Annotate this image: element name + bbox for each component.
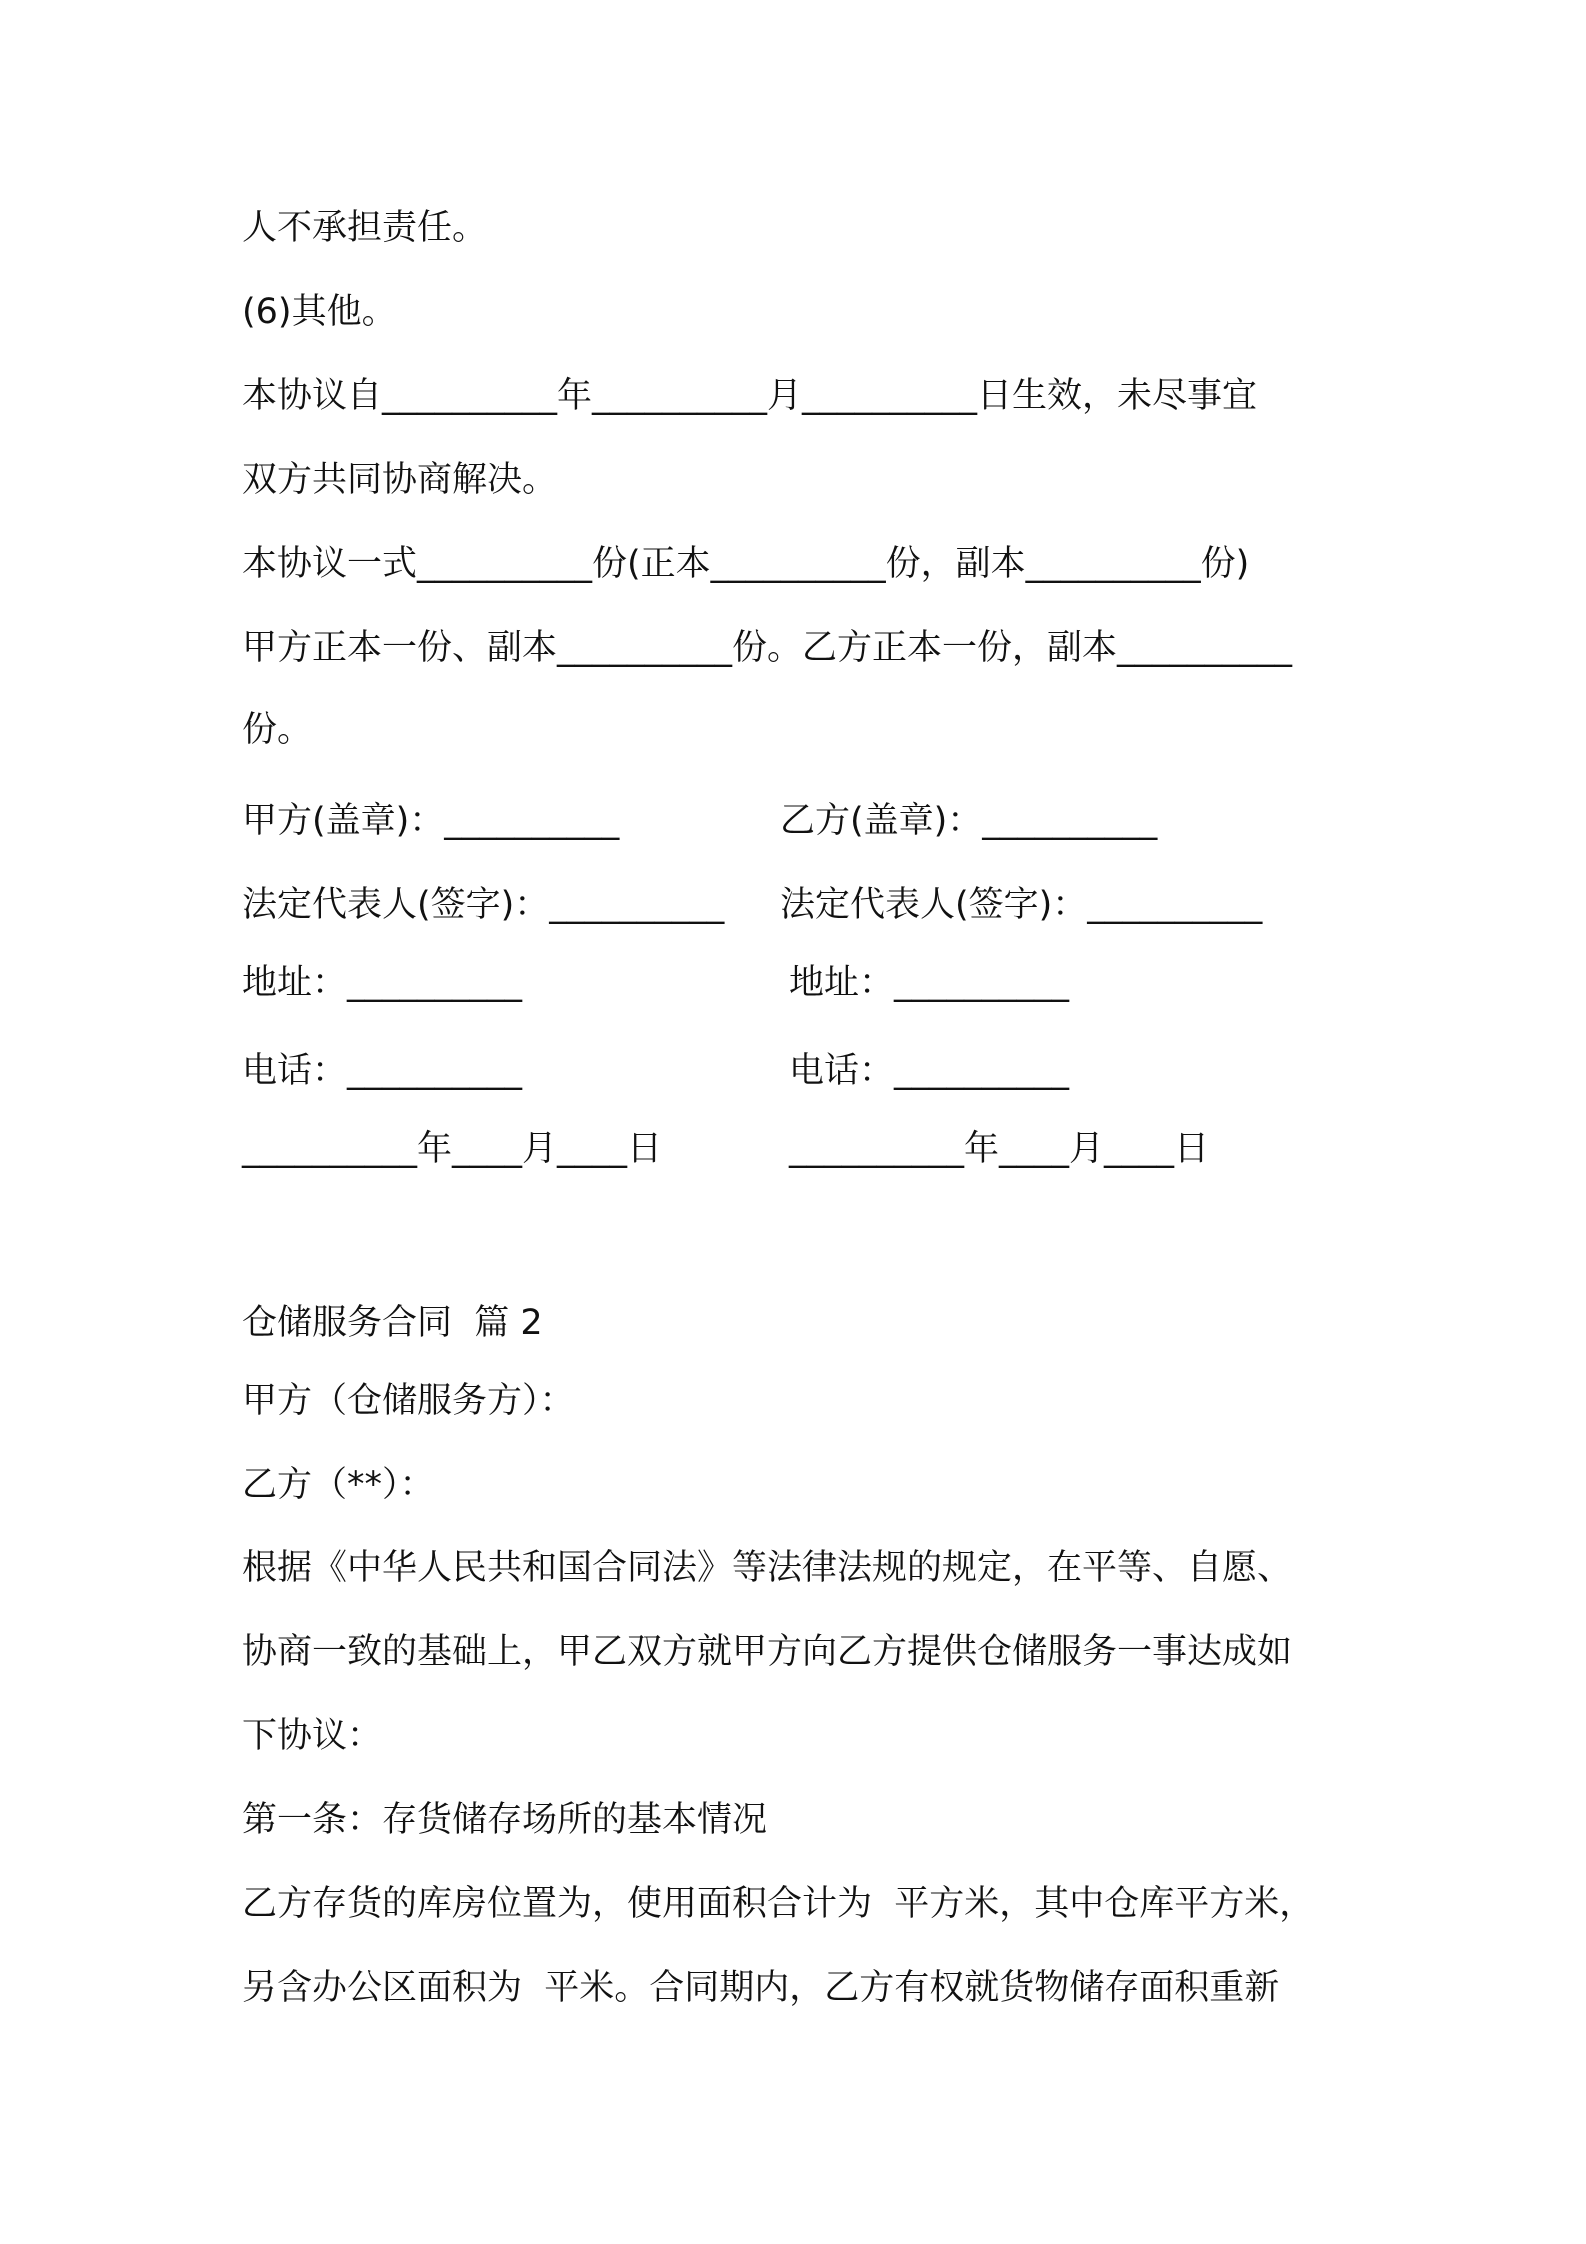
article-title: 第一条：存货储存场所的基本情况 — [242, 1800, 768, 1840]
intro-line: 协商一致的基础上，甲乙双方就甲方向乙方提供仓储服务一事达成如 — [242, 1632, 1293, 1672]
party-a-label: 甲方（仓储服务方）： — [242, 1381, 575, 1421]
text-line: 人不承担责任。 — [242, 208, 488, 248]
party-b-representative: 法定代表人(签字)：__________ — [780, 885, 1263, 925]
text-line: 本协议一式__________份(正本__________份，副本__________份) — [242, 544, 1250, 584]
text-line: 双方共同协商解决。 — [242, 460, 558, 500]
text-line: 本协议自__________年__________月__________日生效，未尽事宜 — [242, 376, 1258, 416]
party-b-phone: 电话：__________ — [789, 1051, 1070, 1091]
intro-line: 下协议： — [242, 1716, 383, 1756]
article-line: 另含办公区面积为 平米。合同期内，乙方有权就货物储存面积重新 — [242, 1968, 1280, 2008]
section-title: 仓储服务合同 篇 2 — [242, 1303, 543, 1343]
party-a-date: __________年____月____日 — [242, 1129, 663, 1169]
party-b-seal: 乙方(盖章)：__________ — [780, 801, 1158, 841]
party-a-phone: 电话：__________ — [242, 1051, 523, 1091]
party-a-seal: 甲方(盖章)：__________ — [242, 801, 620, 841]
party-b-label: 乙方（**）： — [242, 1465, 435, 1505]
party-b-address: 地址：__________ — [789, 963, 1070, 1003]
party-a-address: 地址：__________ — [242, 963, 523, 1003]
intro-line: 根据《中华人民共和国合同法》等法律法规的规定，在平等、自愿、 — [242, 1548, 1293, 1588]
text-line: 甲方正本一份、副本__________份。乙方正本一份，副本__________ — [242, 628, 1293, 668]
party-a-representative: 法定代表人(签字)：__________ — [242, 885, 725, 925]
text-line: (6)其他。 — [242, 292, 397, 332]
text-line: 份。 — [242, 710, 313, 750]
party-b-date: __________年____月____日 — [789, 1129, 1210, 1169]
article-line: 乙方存货的库房位置为，使用面积合计为 平方米，其中仓库平方米， — [242, 1884, 1315, 1924]
